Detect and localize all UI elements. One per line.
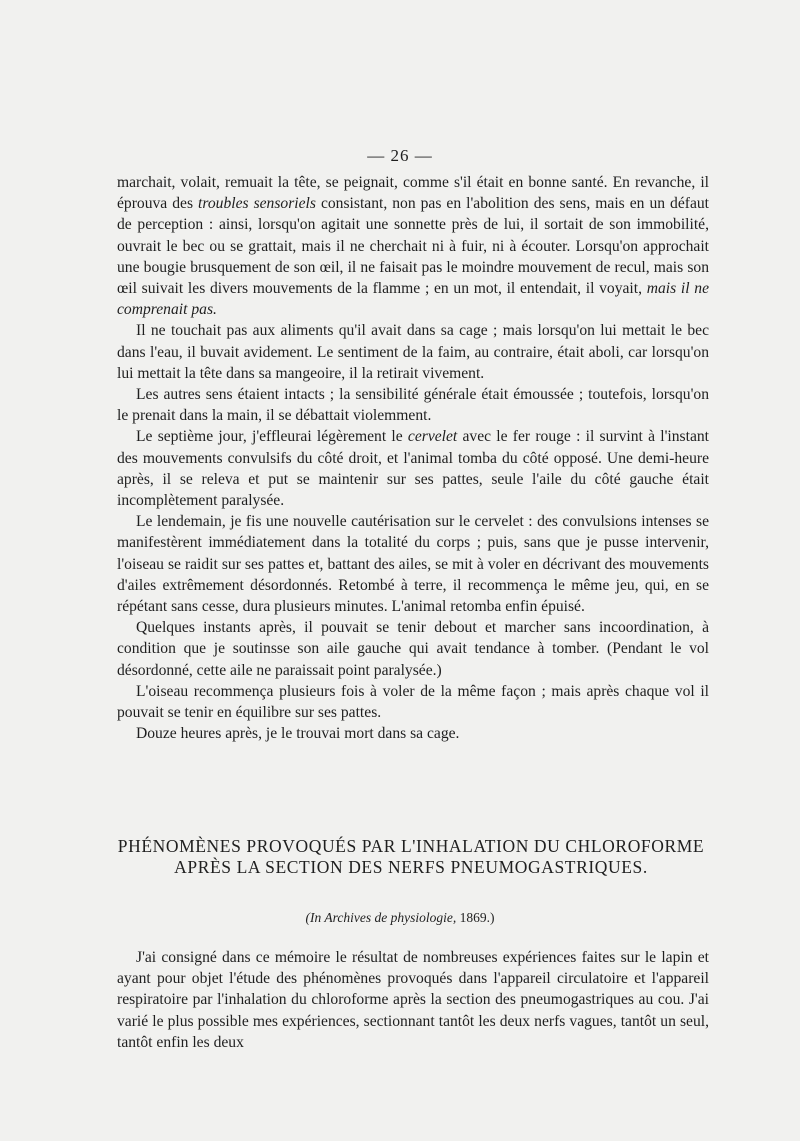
paragraph-7: L'oiseau recommença plusieurs fois à voler de la même façon ; mais après chaque vol il pouvait se tenir en équilibre sur ses pattes. (117, 682, 709, 722)
paragraph-1 (117, 172, 709, 320)
paragraph-5: Le lendemain, je fis une nouvelle cautérisation sur le cervelet : des convulsions intenses se manifestèrent immédiatement dans la totalité du corps ; puis, sans que je pusse intervenir, l'oiseau se raidit sur ses pattes et, battant des ailes, se mit à voler en décrivant des mouvements d'ailes extrêmement désordonnés. Retombé à terre, il recommença le même jeu, qui, en se répétant sans cesse, dura plusieurs minutes. L'animal retomba enfin épuisé. (117, 513, 709, 616)
paragraph-4-text-a: Le septième jour, j'effleurai légèrement le (136, 428, 408, 446)
paragraph-1-text-a: marchait, volait, remuait la tête, se peignait, comme s'il était en bonne santé. En revanche, il éprouva des (117, 174, 709, 213)
citation-source: (In Archives de physiologie, (305, 910, 457, 925)
emphasis-cervelet: cervelet (407, 428, 458, 446)
paragraph-8: Douze heures après, je le trouvai mort dans sa cage. (136, 725, 460, 743)
body-text-section-2 (117, 947, 709, 1053)
paragraph-1-text-b: consistant, non pas en l'abolition des sens, mais en un défaut de perception : ainsi, lorsqu'on agitait une sonnette près de lui, il sortait de son immobilité, ouvrait le bec ou se grattait, mais il ne cherchait ni à fuir, ni à écouter. Lorsqu'on approchait une bougie brusquement de son œil, il ne faisait pas le moindre mouvement de recul, mais son œil suivait les divers mouvements de la flamme ; en un mot, il entendait, il voyait, (117, 195, 710, 298)
citation-year: 1869.) (459, 910, 495, 925)
paragraph-6: Quelques instants après, il pouvait se tenir debout et marcher sans incoordination, à condition que je soutinsse son aile gauche qui avait tendance à tomber. (Pendant le vol désordonné, cette aile ne paraissait point paralysée.) (117, 619, 709, 679)
emphasis-troubles-sensoriels: troubles sensoriels (198, 195, 316, 213)
citation (0, 910, 800, 926)
paragraph-4-text-b: avec le fer rouge : il survint à l'instant des mouvements convulsifs du côté droit, et l'animal tomba du côté opposé. Une demi-heure après, il se releva et put se maintenir sur ses pattes, seule l'aile du côté gauche était incomplètement paralysée. (117, 428, 710, 510)
section-2-paragraph-1: J'ai consigné dans ce mémoire le résultat de nombreuses expériences faites sur le lapin et ayant pour objet l'étude des phénomènes provoqués dans l'appareil circulatoire et l'appareil respiratoire par l'inhalation du chloroforme après la section des pneumogastriques au cou. J'ai varié le plus possible mes expériences, sectionnant tantôt les deux nerfs vagues, tantôt un seul, tantôt enfin les deux (117, 949, 709, 1051)
paragraph-3: Les autres sens étaient intacts ; la sensibilité générale était émoussée ; toutefois, lorsqu'on le prenait dans la main, il se débattait violemment. (117, 386, 709, 425)
paragraph-2: Il ne touchait pas aux aliments qu'il avait dans sa cage ; mais lorsqu'on lui mettait le bec dans l'eau, il buvait avidement. Le sentiment de la faim, au contraire, était aboli, car lorsqu'on lui mettait la tête dans sa mangeoire, il la retirait vivement. (117, 322, 709, 382)
page-number: — 26 — (367, 146, 433, 165)
paragraph-4 (117, 426, 709, 511)
section-heading: PHÉNOMÈNES PROVOQUÉS PAR L'INHALATION DU CHLOROFORME APRÈS LA SECTION DES NERFS PNEUMOGASTRIQUES. (117, 836, 705, 877)
emphasis-mais-il-ne-comprenait-pas: mais il ne comprenait pas. (117, 280, 709, 319)
body-text-section-1 (117, 172, 709, 744)
